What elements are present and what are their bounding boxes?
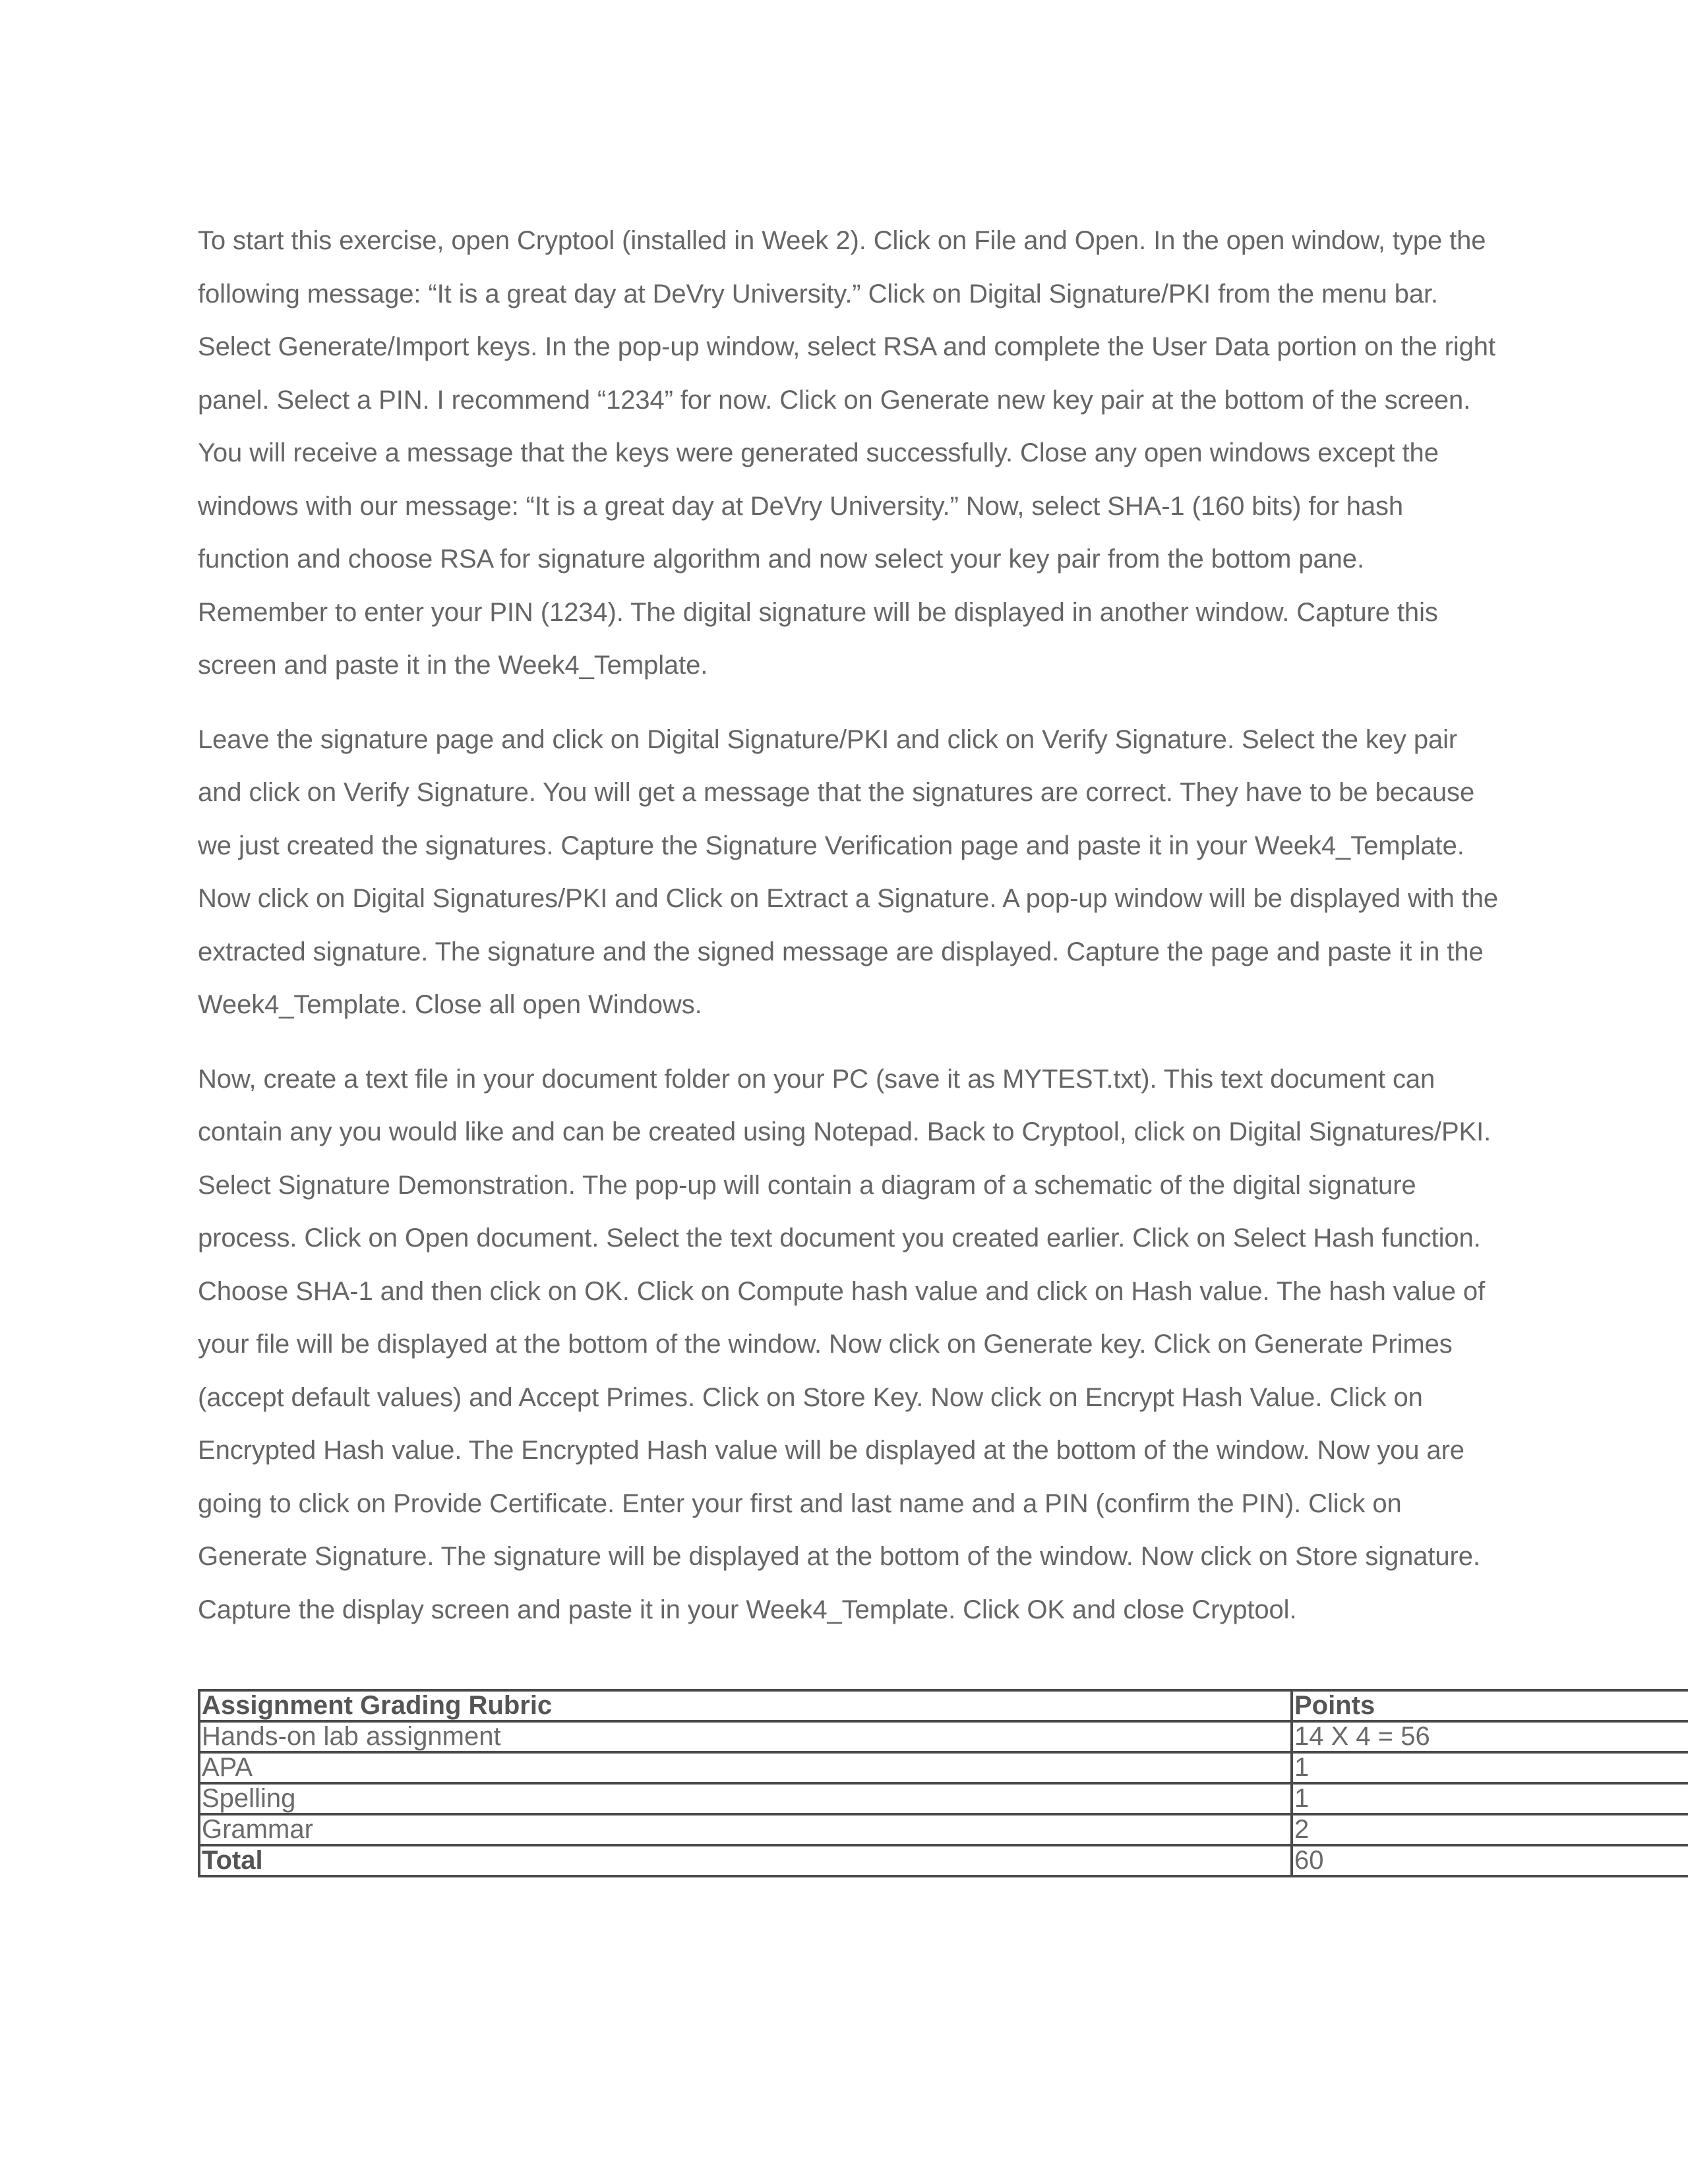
document-body	[198, 214, 1517, 1657]
row-points: 14 X 4 = 56	[1292, 1721, 1688, 1752]
header-points: Points	[1292, 1690, 1688, 1721]
row-points: 2	[1292, 1814, 1688, 1845]
paragraph-1: To start this exercise, open Cryptool (installed in Week 2). Click on File and Open. In the open window, type the following message: “It is a great day at DeVry University.” Click on Digital Signature/PKI from the menu bar. Select Generate/Import keys. In the pop-up window, select RSA and complete the User Data portion on the right panel. Select a PIN. I recommend “1234” for now. Click on Generate new key pair at the bottom of the screen. You will receive a message that the keys were generated successfully. Close any open windows except the windows with our message: “It is a great day at DeVry University.” Now, select SHA-1 (160 bits) for hash function and choose RSA for signature algorithm and now select your key pair from the bottom pane. Remember to enter your PIN (1234). The digital signature will be displayed in another window. Capture this screen and paste it in the Week4_Template.	[198, 226, 1495, 680]
grading-rubric-table	[198, 1689, 1688, 1877]
row-item: Spelling	[199, 1783, 1292, 1814]
paragraph-3: Now, create a text file in your document folder on your PC (save it as MYTEST.txt). This text document can contain any you would like and can be created using Notepad. Back to Cryptool, click on Digital Signatures/PKI. Select Signature Demonstration. The pop-up will contain a diagram of a schematic of the digital signature process. Click on Open document. Select the text document you created earlier. Click on Select Hash function. Choose SHA-1 and then click on OK. Click on Compute hash value and click on Hash value. The hash value of your file will be displayed at the bottom of the window. Now click on Generate key. Click on Generate Primes (accept default values) and Accept Primes. Click on Store Key. Now click on Encrypt Hash Value. Click on Encrypted Hash value. The Encrypted Hash value will be displayed at the bottom of the window. Now you are going to click on Provide Certificate. Enter your first and last name and a PIN (confirm the PIN). Click on Generate Signature. The signature will be displayed at the bottom of the window. Now click on Store signature. Capture the display screen and paste it in your Week4_Template. Click OK and close Cryptool.	[198, 1064, 1492, 1624]
table-row	[199, 1783, 1688, 1814]
paragraph-2: Leave the signature page and click on Digital Signature/PKI and click on Verify Signature. Select the key pair and click on Verify Signature. You will get a message that the signatures are correct. They have to be because we just created the signatures. Capture the Signature Verification page and paste it in your Week4_Template. Now click on Digital Signatures/PKI and Click on Extract a Signature. A pop-up window will be displayed with the extracted signature. The signature and the signed message are displayed. Capture the page and paste it in the Week4_Template. Close all open Windows.	[198, 724, 1499, 1019]
total-points: 60	[1292, 1845, 1688, 1876]
table-header-row	[199, 1690, 1688, 1721]
table-total-row	[199, 1845, 1688, 1876]
table-row	[199, 1752, 1688, 1783]
table-row	[199, 1721, 1688, 1752]
header-item: Assignment Grading Rubric	[199, 1690, 1292, 1721]
total-item: Total	[199, 1845, 1292, 1876]
row-points: 1	[1292, 1752, 1688, 1783]
row-points: 1	[1292, 1783, 1688, 1814]
row-item: APA	[199, 1752, 1292, 1783]
table-row	[199, 1814, 1688, 1845]
row-item: Hands-on lab assignment	[199, 1721, 1292, 1752]
row-item: Grammar	[199, 1814, 1292, 1845]
